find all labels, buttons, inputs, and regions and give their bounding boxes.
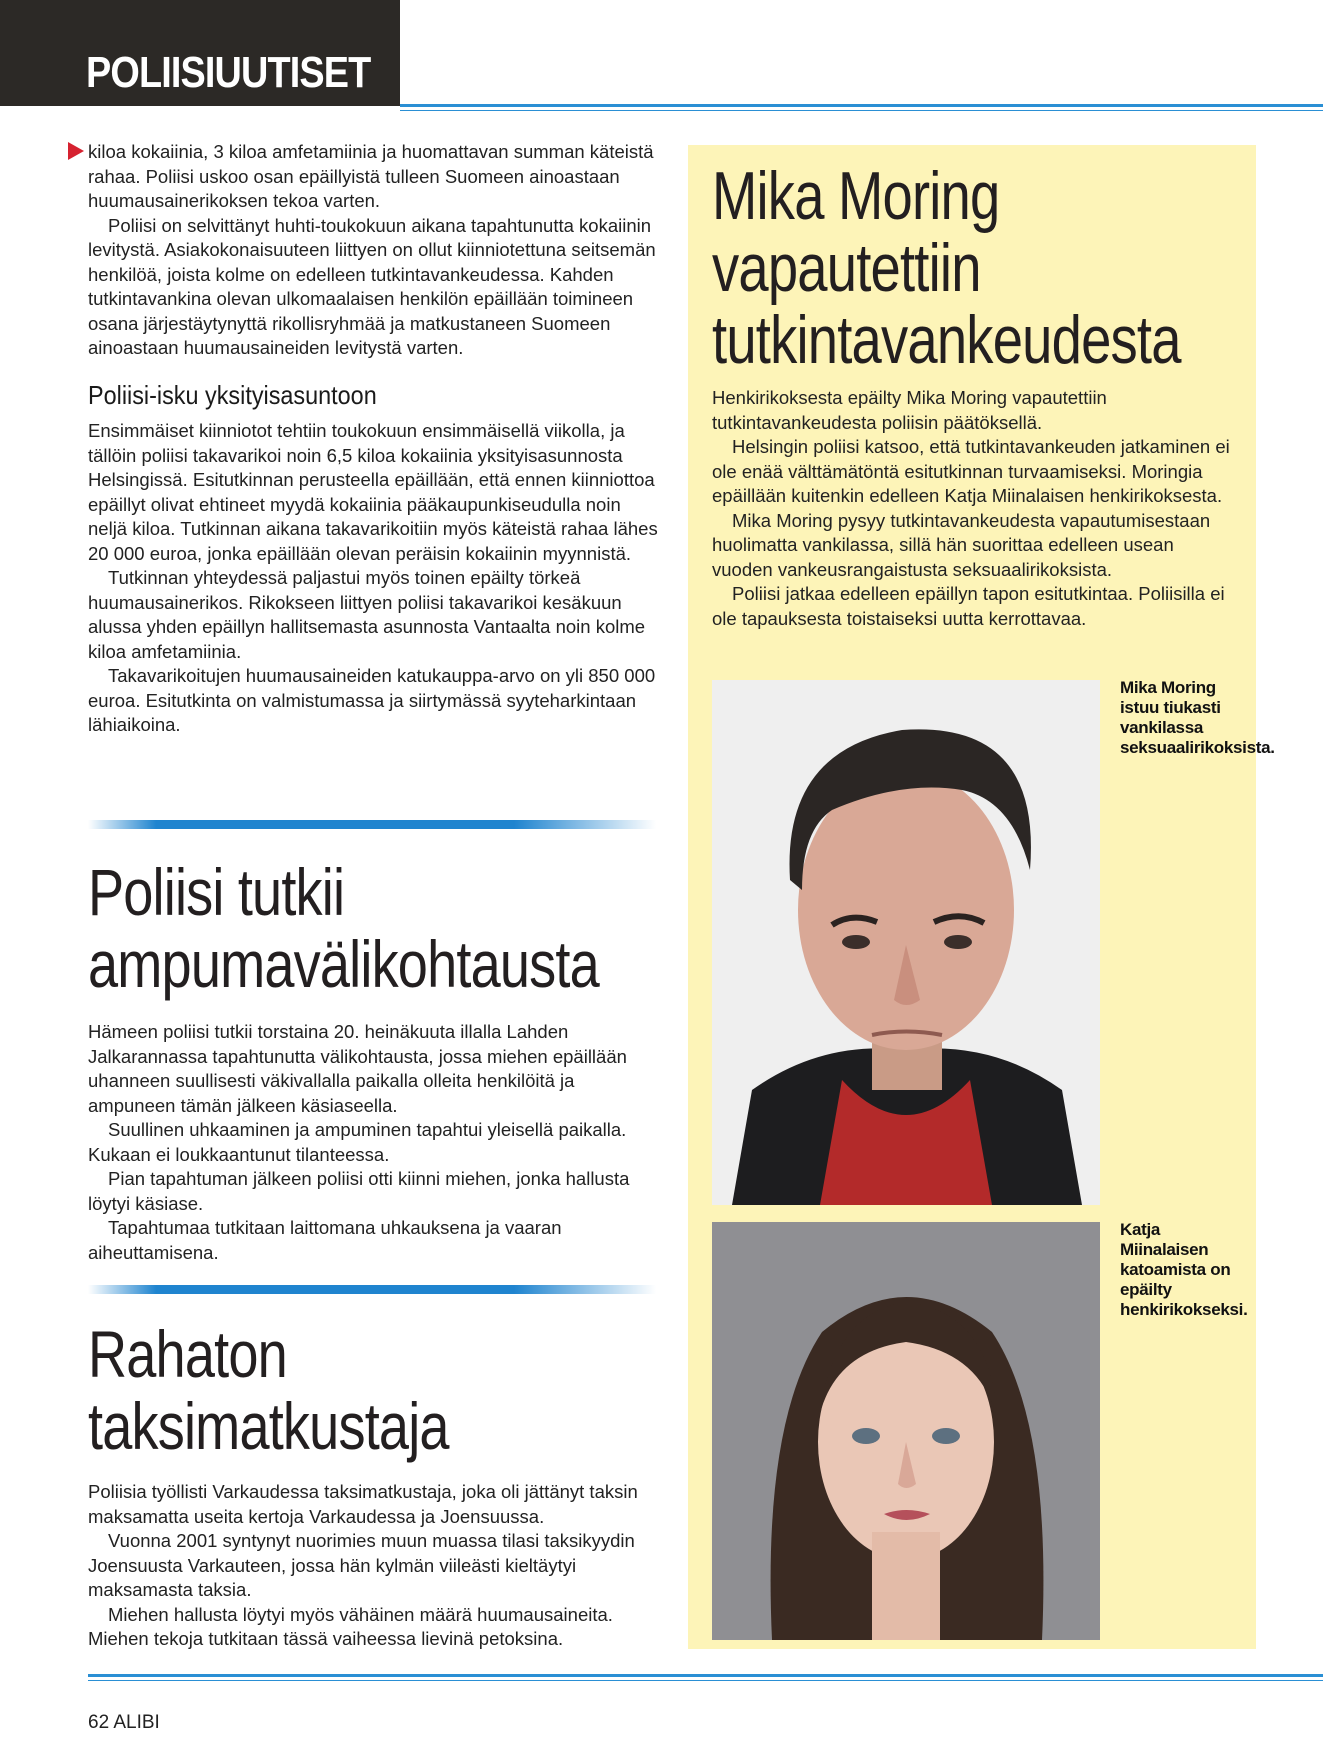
section-tab [0,0,400,106]
headline-line: tutkintavankeudesta [712,302,1181,378]
body-paragraph: Vuonna 2001 syntynyt nuorimies muun muassa tilasi taksikyydin Joensuusta Varkauteen, jossa hän kylmän viileästi kieltäytyi maksamasta taksia. [88,1530,635,1600]
page-folio: 62 ALIBI [88,1712,160,1733]
body-paragraph: Tutkinnan yhteydessä paljastui myös toinen epäilty törkeä huumausainerikos. Rikokseen liittyen poliisi takavarikoi kesäkuun alussa yhden epäillyn hallitsemasta asunnosta Vantaalta noin kolme kiloa amfetamiinia. [88,567,646,662]
body-paragraph: Henkirikoksesta epäilty Mika Moring vapautettiin tutkintavankeudesta poliisin päätöksellä. [712,387,1107,433]
article-subhead: Poliisi-isku yksityisasuntoon [88,379,377,410]
headline-line: Rahaton [88,1317,287,1391]
body-paragraph: Ensimmäiset kiinniotot tehtiin toukokuun ensimmäisellä viikolla, ja tällöin poliisi takavarikoi noin 6,5 kiloa kokaiinia yksityisasunnosta Helsingissä. Esitutkinnan perusteella epäillään, että ennen kiinniottoa epäillyt olivat ehtineet myydä kokaiinia pääkaupunkiseudulla noin neljä kiloa. Tutkinnan aikana takavarikoitiin myös käteistä rahaa lähes 20 000 euroa, jonka epäillään olevan peräisin kokaiinin myynnistä. [88,420,658,564]
body-paragraph: Takavarikoitujen huumausaineiden katukauppa-arvo on yli 850 000 euroa. Esitutkinta on valmistumassa ja siirtymässä syyteharkintaan lähiaikoina. [88,665,656,735]
top-rule [400,104,1323,107]
body-paragraph: Poliisi jatkaa edelleen epäillyn tapon esitutkintaa. Poliisilla ei ole tapauksesta toistaiseksi uutta kerrottavaa. [712,583,1225,629]
section-divider [88,820,656,829]
body-paragraph: Miehen hallusta löytyi myös vähäinen määrä huumausaineita. Miehen tekoja tutkitaan tässä vaiheessa lievinä petoksina. [88,1603,613,1649]
article-headline [88,1318,449,1462]
headline-line: vapautettiin [712,230,981,306]
body-paragraph: Poliisi on selvittänyt huhti-toukokuun aikana tapahtunutta kokaiinin levitystä. Asiakokonaisuuteen liittyen on ollut kiinniotettuna seitsemän henkilöä, joista kolme on edelleen tutkintavankeudessa. Kahden tutkintavankina olevan ulkomaalaisen henkilön epäillään toimineen osana järjestäytynyttä rikollisryhmää ja matkustaneen Suomeen ainoastaan huumausaineiden levitystä varten. [88,214,656,358]
photo-caption: Katja Miinalaisen katoamista on epäilty henkirikokseksi. [1120,1220,1248,1319]
body-paragraph: kiloa kokaiinia, 3 kiloa amfetamiinia ja huomattavan summan käteistä rahaa. Poliisi uskoo osan epäillyistä tulleen Suomeen ainoastaan huumausainerikoksen tekoa varten. [88,141,654,211]
section-label: POLIISIUUTISET [86,48,371,97]
sidebar-body [712,386,1234,631]
continue-arrow-icon [68,142,84,160]
body-paragraph: Poliisia työllisti Varkaudessa taksimatkustaja, joka oli jättänyt taksin maksamatta useita kertoja Varkaudessa ja Joensuussa. [88,1481,638,1527]
sidebar-headline [712,160,1181,376]
portrait-woman-image [712,1222,1100,1640]
portrait-man-image [712,680,1100,1205]
bottom-rule [88,1674,1323,1677]
body-paragraph: Suullinen uhkaaminen ja ampuminen tapahtui yleisellä paikalla. Kukaan ei loukkaantunut tilanteessa. [88,1119,627,1165]
headline-line: Mika Moring [712,158,1000,234]
body-paragraph: Mika Moring pysyy tutkintavankeudesta vapautumisestaan huolimatta vankilassa, sillä hän suorittaa edelleen usean vuoden vankeusrangaistusta seksuaalirikoksista. [712,509,1211,580]
photo-katja-miinalainen [712,1222,1100,1640]
continued-article [88,140,658,738]
shooting-article [88,1020,658,1265]
body-paragraph: Pian tapahtuman jälkeen poliisi otti kiinni miehen, jonka hallusta löytyi käsiase. [88,1168,630,1214]
section-divider [88,1285,656,1294]
top-rule-thin [400,110,1323,111]
taxi-article [88,1480,658,1652]
photo-mika-moring [712,680,1100,1205]
body-paragraph: Hämeen poliisi tutkii torstaina 20. heinäkuuta illalla Lahden Jalkarannassa tapahtunutta välikohtausta, jossa miehen epäillään uhanneen suullisesti väkivallalla paikalla olleita henkilöitä ja ampuneen tämän jälkeen käsiaseella. [88,1021,627,1116]
body-paragraph: Helsingin poliisi katsoo, että tutkintavankeuden jatkaminen ei ole enää välttämätöntä esitutkinnan turvaamiseksi. Moringia epäillään kuitenkin edelleen Katja Miinalaisen henkirikoksesta. [712,436,1230,506]
photo-caption: Mika Moring istuu tiukasti vankilassa seksuaalirikoksista. [1120,678,1275,757]
headline-line: ampumavälikohtausta [88,927,599,1001]
bottom-rule-thin [88,1680,1323,1681]
headline-line: taksimatkustaja [88,1389,449,1463]
article-headline [88,856,599,1000]
body-paragraph: Tapahtumaa tutkitaan laittomana uhkauksena ja vaaran aiheuttamisena. [88,1217,562,1263]
headline-line: Poliisi tutkii [88,855,345,929]
